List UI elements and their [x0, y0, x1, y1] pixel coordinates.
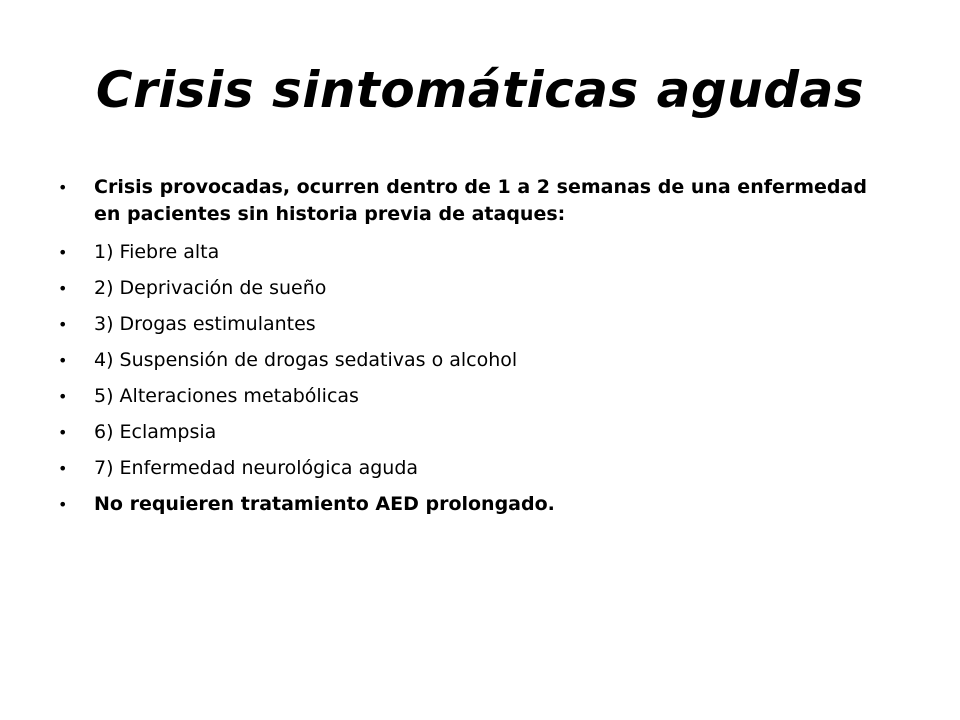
bullet-text: No requieren tratamiento AED prolongado.	[94, 493, 555, 515]
list-item	[58, 174, 898, 228]
bullet-text: 4) Suspensión de drogas sedativas o alcohol	[94, 349, 518, 371]
bullet-text: 3) Drogas estimulantes	[94, 313, 316, 335]
list-item	[58, 239, 898, 266]
bullet-text: 1) Fiebre alta	[94, 241, 220, 263]
bullet-text: 7) Enfermedad neurológica aguda	[94, 457, 419, 479]
list-item	[58, 383, 898, 410]
bullet-icon: •	[58, 387, 68, 406]
bullet-icon: •	[58, 243, 68, 262]
bullet-icon: •	[58, 459, 68, 478]
bullet-icon: •	[58, 315, 68, 334]
list-item	[58, 311, 898, 338]
bullet-icon: •	[58, 279, 68, 298]
list-item	[58, 275, 898, 302]
list-item	[58, 347, 898, 374]
list-item	[58, 419, 898, 446]
bullet-text: 6) Eclampsia	[94, 421, 217, 443]
slide-title: Crisis sintomáticas agudas	[95, 61, 865, 119]
bullet-text: 2) Deprivación de sueño	[94, 277, 327, 299]
list-item	[58, 455, 898, 482]
bullet-icon: •	[58, 423, 68, 442]
list-item	[58, 491, 898, 518]
bullet-list	[58, 174, 898, 527]
bullet-icon: •	[58, 495, 68, 514]
bullet-text: 5) Alteraciones metabólicas	[94, 385, 359, 407]
bullet-text: Crisis provocadas, ocurren dentro de 1 a 2 semanas de una enfermedad en pacientes sin historia previa de ataques:	[94, 176, 867, 225]
bullet-icon: •	[58, 351, 68, 370]
bullet-icon: •	[58, 178, 68, 197]
